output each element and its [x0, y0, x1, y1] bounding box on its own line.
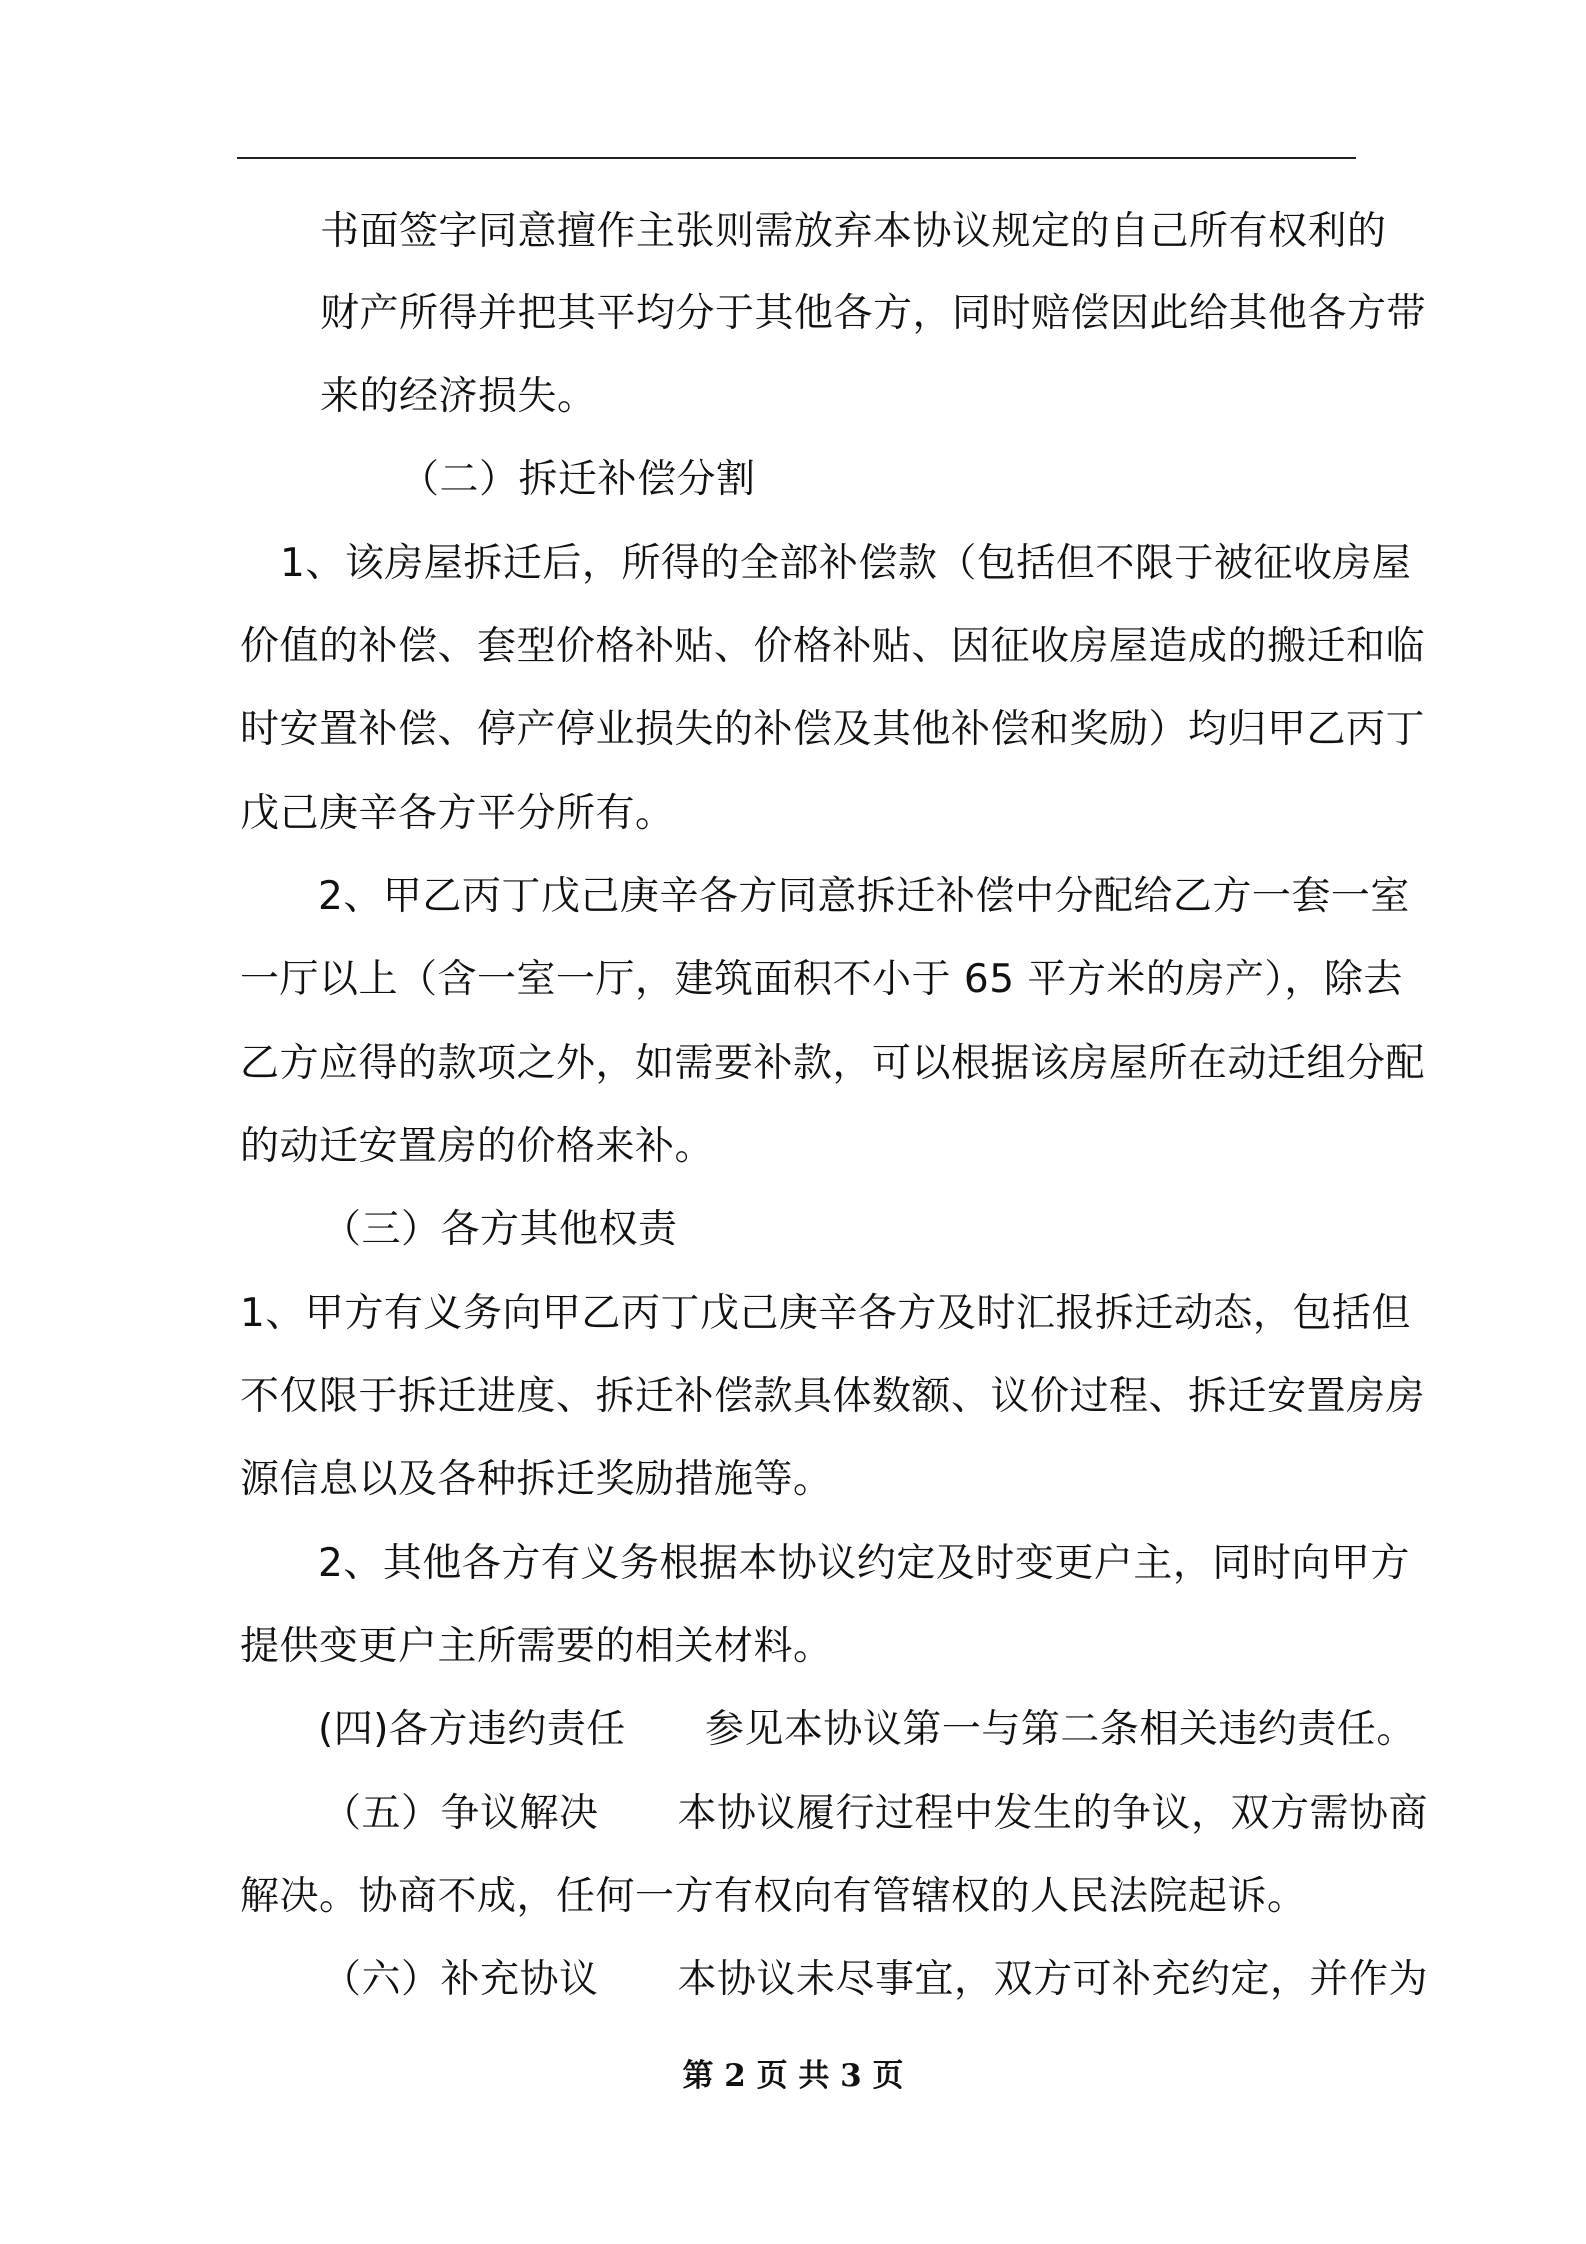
- section-heading: （二）拆迁补偿分割: [400, 457, 756, 502]
- body-line: 源信息以及各种拆迁奖励措施等。: [240, 1457, 833, 1502]
- body-line: 2、甲乙丙丁戊己庚辛各方同意拆迁补偿中分配给乙方一套一室: [318, 874, 1410, 919]
- body-line: 乙方应得的款项之外，如需要补款，可以根据该房屋所在动迁组分配: [240, 1041, 1426, 1086]
- body-line: 不仅限于拆迁进度、拆迁补偿款具体数额、议价过程、拆迁安置房房: [240, 1374, 1426, 1419]
- body-line: 2、其他各方有义务根据本协议约定及时变更户主，同时向甲方: [318, 1541, 1410, 1586]
- body-line: 书面签字同意擅作主张则需放弃本协议规定的自己所有权利的: [320, 209, 1387, 254]
- body-line: 来的经济损失。: [320, 374, 597, 419]
- header-rule: [237, 157, 1356, 159]
- body-line: 的动迁安置房的价格来补。: [240, 1124, 715, 1169]
- body-line: 一厅以上（含一室一厅，建筑面积不小于 65 平方米的房产），除去: [240, 957, 1403, 1002]
- body-line: 提供变更户主所需要的相关材料。: [240, 1624, 833, 1669]
- body-line: 戊己庚辛各方平分所有。: [240, 791, 675, 836]
- body-line: 财产所得并把其平均分于其他各方，同时赔偿因此给其他各方带: [320, 291, 1427, 336]
- section-line: （五）争议解决 本协议履行过程中发生的争议，双方需协商: [322, 1791, 1429, 1836]
- page-number: 第 2 页 共 3 页: [682, 2058, 904, 2094]
- body-line: 解决。协商不成，任何一方有权向有管辖权的人民法院起诉。: [240, 1874, 1307, 1919]
- body-line: 1、甲方有义务向甲乙丙丁戊己庚辛各方及时汇报拆迁动态，包括但: [240, 1291, 1411, 1336]
- body-line: 时安置补偿、停产停业损失的补偿及其他补偿和奖励）均归甲乙丙丁: [240, 707, 1426, 752]
- section-line: (四)各方违约责任 参见本协议第一与第二条相关违约责任。: [318, 1707, 1416, 1752]
- section-heading: （三）各方其他权责: [322, 1207, 678, 1252]
- body-line: 1、该房屋拆迁后，所得的全部补偿款（包括但不限于被征收房屋: [280, 541, 1412, 586]
- body-line: 价值的补偿、套型价格补贴、价格补贴、因征收房屋造成的搬迁和临: [240, 624, 1426, 669]
- section-line: （六）补充协议 本协议未尽事宜，双方可补充约定，并作为: [322, 1957, 1429, 2002]
